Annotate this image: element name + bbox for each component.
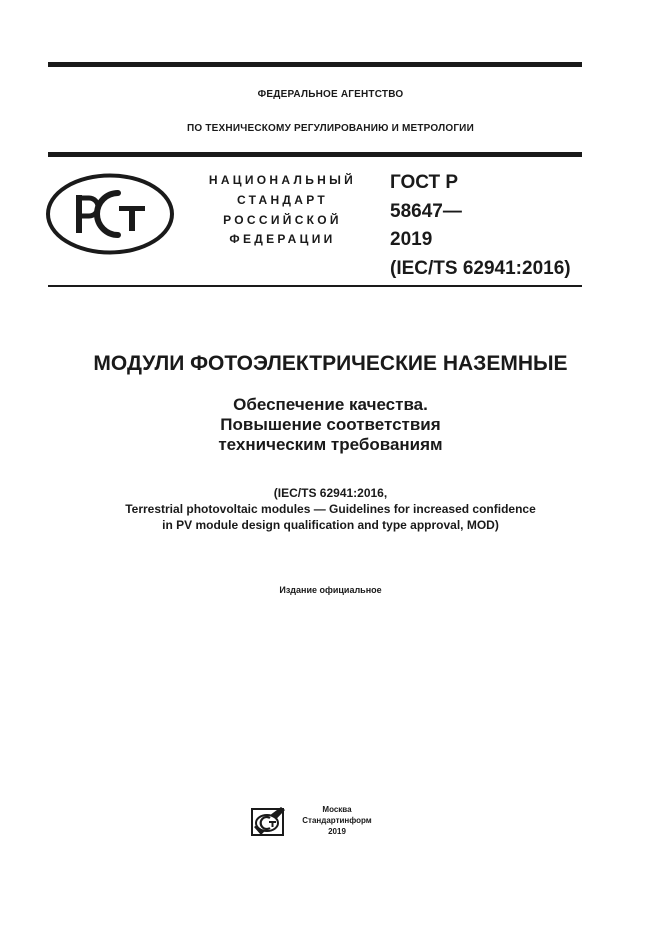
standard-type-line1: НАЦИОНАЛЬНЫЙ xyxy=(208,173,357,187)
rst-certification-logo-icon xyxy=(45,173,175,255)
standard-type-block xyxy=(190,171,375,250)
agency-name-line1: ФЕДЕРАЛЬНОЕ АГЕНТСТВО xyxy=(257,89,404,100)
header-rule xyxy=(48,152,582,157)
publisher-info xyxy=(292,804,382,837)
publisher-name: Стандартинформ xyxy=(302,816,372,825)
standard-type-line4: ФЕДЕРАЦИИ xyxy=(229,232,336,247)
document-subtitle xyxy=(0,395,661,455)
standard-type-line2: СТАНДАРТ xyxy=(236,192,329,207)
publisher-year: 2019 xyxy=(328,827,346,836)
document-title: МОДУЛИ ФОТОЭЛЕКТРИЧЕСКИЕ НАЗЕМНЫЕ xyxy=(93,352,568,375)
standard-type-line3: РОССИЙСКОЙ xyxy=(223,212,342,227)
gost-designation-line3: 2019 xyxy=(390,229,433,250)
top-rule xyxy=(48,62,582,67)
international-reference-line1: (IEC/TS 62941:2016, xyxy=(273,486,388,500)
international-reference-line2: Terrestrial photovoltaic modules — Guidelines for increased confidence xyxy=(125,502,536,516)
document-subtitle-line1: Обеспечение качества. xyxy=(233,395,428,414)
gost-designation-line2: 58647— xyxy=(390,200,462,222)
international-reference xyxy=(0,485,661,533)
header-bottom-rule xyxy=(48,285,582,287)
international-reference-line3: in PV module design qualification and type approval, MOD) xyxy=(162,518,499,532)
gost-designation xyxy=(390,169,590,283)
document-subtitle-line3: техническим требованиям xyxy=(218,435,443,454)
gost-designation-line4: (IEC/TS 62941:2016) xyxy=(390,257,571,279)
gost-designation-line1: ГОСТ Р xyxy=(390,172,459,193)
standartinform-logo-icon xyxy=(251,805,287,837)
edition-note: Издание официальное xyxy=(279,585,382,595)
agency-name-line2: ПО ТЕХНИЧЕСКОМУ РЕГУЛИРОВАНИЮ И МЕТРОЛОГИИ xyxy=(187,123,474,134)
publisher-city: Москва xyxy=(322,805,352,814)
document-subtitle-line2: Повышение соответствия xyxy=(220,415,441,434)
